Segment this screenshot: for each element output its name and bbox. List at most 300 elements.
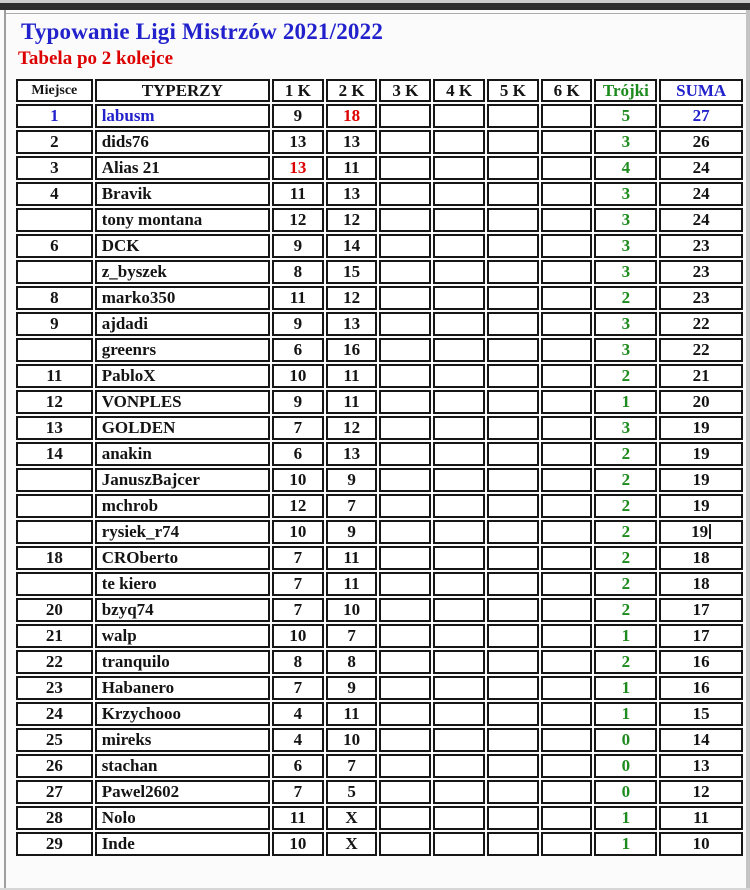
typer-name-cell[interactable] bbox=[95, 312, 270, 336]
trojki-cell[interactable] bbox=[594, 728, 657, 752]
typer-name-cell[interactable] bbox=[95, 494, 270, 518]
place-cell[interactable] bbox=[16, 546, 93, 570]
round-2-cell[interactable] bbox=[326, 702, 378, 726]
round-5-cell[interactable] bbox=[487, 104, 539, 128]
round-1-cell[interactable] bbox=[272, 312, 324, 336]
round-6-cell[interactable] bbox=[541, 598, 593, 622]
round-5-cell[interactable] bbox=[487, 598, 539, 622]
suma-cell[interactable] bbox=[659, 494, 743, 518]
suma-cell[interactable] bbox=[659, 156, 743, 180]
round-4-cell[interactable] bbox=[433, 312, 485, 336]
round-6-cell[interactable] bbox=[541, 312, 593, 336]
trojki-cell[interactable] bbox=[594, 624, 657, 648]
round-6-cell[interactable] bbox=[541, 832, 593, 856]
round-2-cell[interactable] bbox=[326, 260, 378, 284]
typer-name-cell[interactable] bbox=[95, 234, 270, 258]
round-4-cell[interactable] bbox=[433, 416, 485, 440]
place-cell[interactable] bbox=[16, 416, 93, 440]
round-2-cell[interactable] bbox=[326, 156, 378, 180]
round-6-cell[interactable] bbox=[541, 338, 593, 362]
round-2-cell[interactable] bbox=[326, 234, 378, 258]
round-5-cell[interactable] bbox=[487, 312, 539, 336]
trojki-cell[interactable] bbox=[594, 390, 657, 414]
trojki-cell[interactable] bbox=[594, 754, 657, 778]
suma-cell[interactable] bbox=[659, 390, 743, 414]
trojki-cell[interactable] bbox=[594, 286, 657, 310]
round-1-cell[interactable] bbox=[272, 520, 324, 544]
round-5-cell[interactable] bbox=[487, 572, 539, 596]
typer-name-cell[interactable] bbox=[95, 156, 270, 180]
round-2-cell[interactable] bbox=[326, 728, 378, 752]
round-4-cell[interactable] bbox=[433, 364, 485, 388]
round-5-cell[interactable] bbox=[487, 260, 539, 284]
round-1-cell[interactable] bbox=[272, 260, 324, 284]
trojki-cell[interactable] bbox=[594, 156, 657, 180]
round-2-cell[interactable] bbox=[326, 364, 378, 388]
round-4-cell[interactable] bbox=[433, 286, 485, 310]
round-3-cell[interactable] bbox=[379, 442, 431, 466]
round-1-cell[interactable] bbox=[272, 130, 324, 154]
trojki-cell[interactable] bbox=[594, 702, 657, 726]
suma-cell[interactable] bbox=[659, 338, 743, 362]
suma-cell[interactable] bbox=[659, 260, 743, 284]
trojki-cell[interactable] bbox=[594, 416, 657, 440]
round-2-cell[interactable] bbox=[326, 182, 378, 206]
typer-name-cell[interactable] bbox=[95, 728, 270, 752]
round-5-cell[interactable] bbox=[487, 156, 539, 180]
round-2-cell[interactable] bbox=[326, 520, 378, 544]
round-1-cell[interactable] bbox=[272, 208, 324, 232]
round-3-cell[interactable] bbox=[379, 104, 431, 128]
round-3-cell[interactable] bbox=[379, 598, 431, 622]
round-6-cell[interactable] bbox=[541, 234, 593, 258]
typer-name-cell[interactable] bbox=[95, 286, 270, 310]
round-1-cell[interactable] bbox=[272, 416, 324, 440]
suma-cell[interactable] bbox=[659, 780, 743, 804]
round-5-cell[interactable] bbox=[487, 754, 539, 778]
trojki-cell[interactable] bbox=[594, 598, 657, 622]
round-4-cell[interactable] bbox=[433, 624, 485, 648]
typer-name-cell[interactable] bbox=[95, 546, 270, 570]
round-1-cell[interactable] bbox=[272, 624, 324, 648]
suma-cell[interactable] bbox=[659, 650, 743, 674]
trojki-cell[interactable] bbox=[594, 260, 657, 284]
round-3-cell[interactable] bbox=[379, 572, 431, 596]
round-3-cell[interactable] bbox=[379, 208, 431, 232]
place-cell[interactable] bbox=[16, 780, 93, 804]
place-cell[interactable] bbox=[16, 338, 93, 362]
round-1-cell[interactable] bbox=[272, 338, 324, 362]
trojki-cell[interactable] bbox=[594, 572, 657, 596]
round-6-cell[interactable] bbox=[541, 676, 593, 700]
suma-cell[interactable] bbox=[659, 442, 743, 466]
trojki-cell[interactable] bbox=[594, 338, 657, 362]
suma-cell[interactable] bbox=[659, 806, 743, 830]
column-header-round-1[interactable]: 1 K bbox=[272, 79, 324, 102]
trojki-cell[interactable] bbox=[594, 442, 657, 466]
typer-name-cell[interactable] bbox=[95, 260, 270, 284]
typer-name-cell[interactable] bbox=[95, 780, 270, 804]
trojki-cell[interactable] bbox=[594, 468, 657, 492]
round-4-cell[interactable] bbox=[433, 676, 485, 700]
place-cell[interactable] bbox=[16, 208, 93, 232]
round-3-cell[interactable] bbox=[379, 754, 431, 778]
round-2-cell[interactable] bbox=[326, 208, 378, 232]
round-6-cell[interactable] bbox=[541, 702, 593, 726]
typer-name-cell[interactable] bbox=[95, 702, 270, 726]
round-5-cell[interactable] bbox=[487, 520, 539, 544]
round-4-cell[interactable] bbox=[433, 572, 485, 596]
typer-name-cell[interactable] bbox=[95, 650, 270, 674]
round-6-cell[interactable] bbox=[541, 390, 593, 414]
trojki-cell[interactable] bbox=[594, 546, 657, 570]
place-cell[interactable] bbox=[16, 130, 93, 154]
round-1-cell[interactable] bbox=[272, 468, 324, 492]
trojki-cell[interactable] bbox=[594, 130, 657, 154]
round-3-cell[interactable] bbox=[379, 702, 431, 726]
round-6-cell[interactable] bbox=[541, 494, 593, 518]
suma-cell[interactable] bbox=[659, 182, 743, 206]
round-2-cell[interactable] bbox=[326, 338, 378, 362]
round-2-cell[interactable] bbox=[326, 130, 378, 154]
round-1-cell[interactable] bbox=[272, 494, 324, 518]
round-6-cell[interactable] bbox=[541, 754, 593, 778]
round-4-cell[interactable] bbox=[433, 156, 485, 180]
round-3-cell[interactable] bbox=[379, 286, 431, 310]
place-cell[interactable] bbox=[16, 754, 93, 778]
trojki-cell[interactable] bbox=[594, 234, 657, 258]
trojki-cell[interactable] bbox=[594, 364, 657, 388]
column-header-round-4[interactable]: 4 K bbox=[433, 79, 485, 102]
suma-cell[interactable] bbox=[659, 286, 743, 310]
round-3-cell[interactable] bbox=[379, 520, 431, 544]
suma-cell[interactable] bbox=[659, 130, 743, 154]
round-3-cell[interactable] bbox=[379, 156, 431, 180]
round-5-cell[interactable] bbox=[487, 208, 539, 232]
round-3-cell[interactable] bbox=[379, 624, 431, 648]
suma-cell[interactable] bbox=[659, 572, 743, 596]
round-6-cell[interactable] bbox=[541, 806, 593, 830]
round-1-cell[interactable] bbox=[272, 598, 324, 622]
suma-cell[interactable] bbox=[659, 702, 743, 726]
round-1-cell[interactable] bbox=[272, 702, 324, 726]
round-3-cell[interactable] bbox=[379, 494, 431, 518]
round-5-cell[interactable] bbox=[487, 676, 539, 700]
round-3-cell[interactable] bbox=[379, 260, 431, 284]
trojki-cell[interactable] bbox=[594, 494, 657, 518]
suma-cell[interactable] bbox=[659, 728, 743, 752]
round-5-cell[interactable] bbox=[487, 390, 539, 414]
round-5-cell[interactable] bbox=[487, 494, 539, 518]
place-cell[interactable] bbox=[16, 702, 93, 726]
typer-name-cell[interactable] bbox=[95, 416, 270, 440]
typer-name-cell[interactable] bbox=[95, 754, 270, 778]
typer-name-cell[interactable] bbox=[95, 806, 270, 830]
round-5-cell[interactable] bbox=[487, 546, 539, 570]
column-header-round-3[interactable]: 3 K bbox=[379, 79, 431, 102]
suma-cell[interactable] bbox=[659, 468, 743, 492]
round-4-cell[interactable] bbox=[433, 338, 485, 362]
round-3-cell[interactable] bbox=[379, 130, 431, 154]
suma-cell[interactable] bbox=[659, 676, 743, 700]
round-2-cell[interactable] bbox=[326, 546, 378, 570]
round-6-cell[interactable] bbox=[541, 286, 593, 310]
page-subtitle[interactable]: Tabela po 2 kolejce bbox=[18, 48, 173, 69]
round-4-cell[interactable] bbox=[433, 728, 485, 752]
round-1-cell[interactable] bbox=[272, 650, 324, 674]
round-5-cell[interactable] bbox=[487, 832, 539, 856]
typer-name-cell[interactable] bbox=[95, 624, 270, 648]
round-4-cell[interactable] bbox=[433, 702, 485, 726]
round-2-cell[interactable] bbox=[326, 468, 378, 492]
place-cell[interactable] bbox=[16, 598, 93, 622]
suma-cell[interactable] bbox=[659, 546, 743, 570]
round-3-cell[interactable] bbox=[379, 312, 431, 336]
place-cell[interactable] bbox=[16, 832, 93, 856]
round-5-cell[interactable] bbox=[487, 702, 539, 726]
column-header-suma[interactable]: SUMA bbox=[659, 79, 743, 102]
round-2-cell[interactable] bbox=[326, 390, 378, 414]
place-cell[interactable] bbox=[16, 390, 93, 414]
round-1-cell[interactable] bbox=[272, 780, 324, 804]
round-2-cell[interactable] bbox=[326, 754, 378, 778]
round-5-cell[interactable] bbox=[487, 286, 539, 310]
round-3-cell[interactable] bbox=[379, 416, 431, 440]
round-1-cell[interactable] bbox=[272, 806, 324, 830]
trojki-cell[interactable] bbox=[594, 182, 657, 206]
round-2-cell[interactable] bbox=[326, 806, 378, 830]
round-1-cell[interactable] bbox=[272, 676, 324, 700]
place-cell[interactable] bbox=[16, 650, 93, 674]
round-3-cell[interactable] bbox=[379, 728, 431, 752]
round-2-cell[interactable] bbox=[326, 676, 378, 700]
suma-cell[interactable] bbox=[659, 832, 743, 856]
round-3-cell[interactable] bbox=[379, 650, 431, 674]
round-6-cell[interactable] bbox=[541, 156, 593, 180]
trojki-cell[interactable] bbox=[594, 650, 657, 674]
round-5-cell[interactable] bbox=[487, 728, 539, 752]
page-title[interactable]: Typowanie Ligi Mistrzów 2021/2022 bbox=[21, 19, 384, 44]
round-4-cell[interactable] bbox=[433, 546, 485, 570]
round-6-cell[interactable] bbox=[541, 624, 593, 648]
typer-name-cell[interactable] bbox=[95, 832, 270, 856]
round-5-cell[interactable] bbox=[487, 806, 539, 830]
round-2-cell[interactable] bbox=[326, 598, 378, 622]
editable-document-area[interactable] bbox=[13, 14, 745, 858]
round-3-cell[interactable] bbox=[379, 234, 431, 258]
round-2-cell[interactable] bbox=[326, 442, 378, 466]
typer-name-cell[interactable] bbox=[95, 104, 270, 128]
place-cell[interactable] bbox=[16, 312, 93, 336]
typer-name-cell[interactable] bbox=[95, 676, 270, 700]
round-2-cell[interactable] bbox=[326, 832, 378, 856]
round-4-cell[interactable] bbox=[433, 260, 485, 284]
round-1-cell[interactable] bbox=[272, 728, 324, 752]
place-cell[interactable] bbox=[16, 520, 93, 544]
round-2-cell[interactable] bbox=[326, 104, 378, 128]
round-5-cell[interactable] bbox=[487, 130, 539, 154]
round-4-cell[interactable] bbox=[433, 598, 485, 622]
round-6-cell[interactable] bbox=[541, 364, 593, 388]
trojki-cell[interactable] bbox=[594, 208, 657, 232]
round-4-cell[interactable] bbox=[433, 130, 485, 154]
typer-name-cell[interactable] bbox=[95, 364, 270, 388]
place-cell[interactable] bbox=[16, 260, 93, 284]
suma-cell[interactable] bbox=[659, 364, 743, 388]
round-6-cell[interactable] bbox=[541, 416, 593, 440]
round-3-cell[interactable] bbox=[379, 676, 431, 700]
round-3-cell[interactable] bbox=[379, 182, 431, 206]
suma-cell[interactable] bbox=[659, 208, 743, 232]
suma-cell[interactable] bbox=[659, 104, 743, 128]
round-1-cell[interactable] bbox=[272, 104, 324, 128]
round-3-cell[interactable] bbox=[379, 780, 431, 804]
round-2-cell[interactable] bbox=[326, 286, 378, 310]
round-1-cell[interactable] bbox=[272, 832, 324, 856]
round-2-cell[interactable] bbox=[326, 494, 378, 518]
round-6-cell[interactable] bbox=[541, 260, 593, 284]
suma-cell[interactable] bbox=[659, 234, 743, 258]
round-4-cell[interactable] bbox=[433, 182, 485, 206]
round-1-cell[interactable] bbox=[272, 234, 324, 258]
column-header-round-6[interactable]: 6 K bbox=[541, 79, 593, 102]
suma-cell[interactable] bbox=[659, 624, 743, 648]
round-6-cell[interactable] bbox=[541, 468, 593, 492]
suma-cell[interactable] bbox=[659, 312, 743, 336]
round-4-cell[interactable] bbox=[433, 468, 485, 492]
typer-name-cell[interactable] bbox=[95, 442, 270, 466]
typer-name-cell[interactable] bbox=[95, 208, 270, 232]
typer-name-cell[interactable] bbox=[95, 572, 270, 596]
round-6-cell[interactable] bbox=[541, 442, 593, 466]
round-4-cell[interactable] bbox=[433, 520, 485, 544]
round-2-cell[interactable] bbox=[326, 780, 378, 804]
trojki-cell[interactable] bbox=[594, 780, 657, 804]
place-cell[interactable] bbox=[16, 156, 93, 180]
round-4-cell[interactable] bbox=[433, 104, 485, 128]
round-3-cell[interactable] bbox=[379, 390, 431, 414]
round-5-cell[interactable] bbox=[487, 650, 539, 674]
round-6-cell[interactable] bbox=[541, 572, 593, 596]
round-6-cell[interactable] bbox=[541, 546, 593, 570]
round-3-cell[interactable] bbox=[379, 364, 431, 388]
typer-name-cell[interactable] bbox=[95, 182, 270, 206]
trojki-cell[interactable] bbox=[594, 806, 657, 830]
place-cell[interactable] bbox=[16, 806, 93, 830]
round-4-cell[interactable] bbox=[433, 234, 485, 258]
trojki-cell[interactable] bbox=[594, 832, 657, 856]
round-2-cell[interactable] bbox=[326, 624, 378, 648]
suma-cell[interactable] bbox=[659, 416, 743, 440]
round-1-cell[interactable] bbox=[272, 156, 324, 180]
place-cell[interactable] bbox=[16, 494, 93, 518]
place-cell[interactable] bbox=[16, 728, 93, 752]
place-cell[interactable] bbox=[16, 468, 93, 492]
place-cell[interactable] bbox=[16, 286, 93, 310]
round-6-cell[interactable] bbox=[541, 104, 593, 128]
place-cell[interactable] bbox=[16, 676, 93, 700]
place-cell[interactable] bbox=[16, 104, 93, 128]
trojki-cell[interactable] bbox=[594, 520, 657, 544]
round-5-cell[interactable] bbox=[487, 338, 539, 362]
typer-name-cell[interactable] bbox=[95, 468, 270, 492]
suma-cell[interactable] bbox=[659, 754, 743, 778]
round-3-cell[interactable] bbox=[379, 338, 431, 362]
round-6-cell[interactable] bbox=[541, 182, 593, 206]
round-2-cell[interactable] bbox=[326, 416, 378, 440]
place-cell[interactable] bbox=[16, 442, 93, 466]
suma-cell[interactable] bbox=[659, 520, 743, 544]
place-cell[interactable] bbox=[16, 182, 93, 206]
round-5-cell[interactable] bbox=[487, 182, 539, 206]
column-header-typerzy[interactable]: TYPERZY bbox=[95, 79, 270, 102]
round-1-cell[interactable] bbox=[272, 546, 324, 570]
place-cell[interactable] bbox=[16, 234, 93, 258]
round-5-cell[interactable] bbox=[487, 234, 539, 258]
column-header-round-5[interactable]: 5 K bbox=[487, 79, 539, 102]
round-3-cell[interactable] bbox=[379, 832, 431, 856]
round-4-cell[interactable] bbox=[433, 390, 485, 414]
round-1-cell[interactable] bbox=[272, 390, 324, 414]
round-4-cell[interactable] bbox=[433, 832, 485, 856]
round-5-cell[interactable] bbox=[487, 364, 539, 388]
round-6-cell[interactable] bbox=[541, 780, 593, 804]
round-6-cell[interactable] bbox=[541, 728, 593, 752]
round-5-cell[interactable] bbox=[487, 780, 539, 804]
column-header-trojki[interactable]: Trójki bbox=[594, 79, 657, 102]
round-4-cell[interactable] bbox=[433, 442, 485, 466]
trojki-cell[interactable] bbox=[594, 676, 657, 700]
column-header-miejsce[interactable]: Miejsce bbox=[16, 79, 93, 102]
round-5-cell[interactable] bbox=[487, 624, 539, 648]
round-1-cell[interactable] bbox=[272, 364, 324, 388]
round-6-cell[interactable] bbox=[541, 520, 593, 544]
round-4-cell[interactable] bbox=[433, 754, 485, 778]
place-cell[interactable] bbox=[16, 624, 93, 648]
round-3-cell[interactable] bbox=[379, 806, 431, 830]
round-4-cell[interactable] bbox=[433, 806, 485, 830]
trojki-cell[interactable] bbox=[594, 104, 657, 128]
round-1-cell[interactable] bbox=[272, 754, 324, 778]
typer-name-cell[interactable] bbox=[95, 520, 270, 544]
round-5-cell[interactable] bbox=[487, 442, 539, 466]
round-6-cell[interactable] bbox=[541, 130, 593, 154]
round-2-cell[interactable] bbox=[326, 312, 378, 336]
typer-name-cell[interactable] bbox=[95, 390, 270, 414]
round-2-cell[interactable] bbox=[326, 650, 378, 674]
round-6-cell[interactable] bbox=[541, 208, 593, 232]
typer-name-cell[interactable] bbox=[95, 338, 270, 362]
round-5-cell[interactable] bbox=[487, 468, 539, 492]
round-5-cell[interactable] bbox=[487, 416, 539, 440]
place-cell[interactable] bbox=[16, 572, 93, 596]
suma-cell[interactable] bbox=[659, 598, 743, 622]
typer-name-cell[interactable] bbox=[95, 130, 270, 154]
round-1-cell[interactable] bbox=[272, 572, 324, 596]
round-4-cell[interactable] bbox=[433, 780, 485, 804]
round-1-cell[interactable] bbox=[272, 442, 324, 466]
round-3-cell[interactable] bbox=[379, 546, 431, 570]
round-2-cell[interactable] bbox=[326, 572, 378, 596]
typer-name-cell[interactable] bbox=[95, 598, 270, 622]
round-1-cell[interactable] bbox=[272, 286, 324, 310]
round-1-cell[interactable] bbox=[272, 182, 324, 206]
place-cell[interactable] bbox=[16, 364, 93, 388]
round-3-cell[interactable] bbox=[379, 468, 431, 492]
column-header-round-2[interactable]: 2 K bbox=[326, 79, 378, 102]
round-4-cell[interactable] bbox=[433, 650, 485, 674]
trojki-cell[interactable] bbox=[594, 312, 657, 336]
